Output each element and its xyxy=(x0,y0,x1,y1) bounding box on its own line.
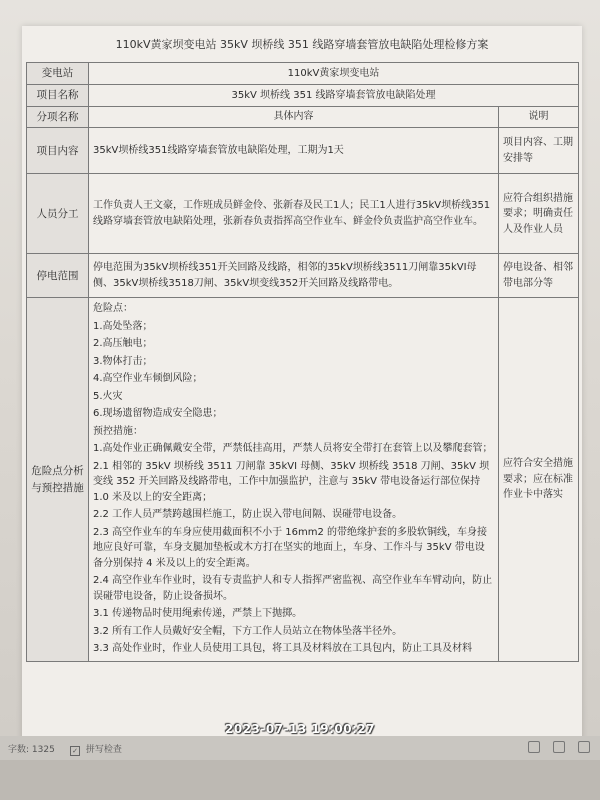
photo-timestamp: 2023-07-13 19:00:27 xyxy=(225,722,376,736)
risk-line: 1.高处坠落； xyxy=(93,320,153,332)
outline-view-icon[interactable] xyxy=(553,741,565,753)
header-content-label: 具体内容 xyxy=(89,107,499,128)
risk-line: 3.3 高处作业时，作业人员使用工具包，将工具及材料放在工具包内，防止工具及材料 xyxy=(93,643,473,655)
plan-table xyxy=(26,62,579,662)
station-label: 变电站 xyxy=(27,63,89,85)
spell-check-icon: ✓ xyxy=(70,746,80,756)
risk-content xyxy=(89,298,499,662)
web-view-icon[interactable] xyxy=(578,741,590,753)
risk-line: 3.2 所有工作人员戴好安全帽，下方工作人员站立在物体坠落半径外。 xyxy=(93,625,403,637)
content-label: 项目内容 xyxy=(27,128,89,174)
risk-line: 2.高压触电； xyxy=(93,338,153,350)
risk-line: 2.4 高空作业车作业时，设有专责监护人和专人指挥严密监视、高空作业车车臂动向，防止误碰带电设备，防止设备损坏。 xyxy=(93,575,493,602)
view-controls xyxy=(518,741,590,756)
table-row xyxy=(27,298,579,662)
table-row xyxy=(27,63,579,85)
staff-value: 工作负责人王文豪，工作班成员鲜金伶、张新春及民工1人；民工1人进行35kV坝桥线351线路穿墙套管放电缺陷处理，张新春负责指挥高空作业车、鲜金伶负责监护高空作业车。 xyxy=(89,174,499,254)
risk-line: 4.高空作业车倾倒风险； xyxy=(93,373,203,385)
risk-line: 2.1 相邻的 35kV 坝桥线 3511 刀闸靠 35kVI 母侧、35kV 坝桥线 3518 刀闸、35kV 坝变线 352 开关回路及线路带电，工作中加强监护，注意与 35kV 带电设备运行部位保持 1.0 米及以上的安全距离； xyxy=(93,460,490,503)
outage-note: 停电设备、相邻带电部分等 xyxy=(499,254,579,298)
risk-line: 1.高处作业正确佩戴安全带，严禁低挂高用，严禁人员将安全带打在套管上以及攀爬套管； xyxy=(93,443,493,455)
risk-line: 3.物体打击； xyxy=(93,355,153,367)
risk-line: 6.现场遗留物造成安全隐患； xyxy=(93,408,223,420)
table-row xyxy=(27,128,579,174)
header-note-label: 说明 xyxy=(499,107,579,128)
content-value: 35kV坝桥线351线路穿墙套管放电缺陷处理，工期为1天 xyxy=(89,128,499,174)
photo-bottom-edge xyxy=(0,760,600,800)
document-page xyxy=(22,26,582,746)
status-bar xyxy=(0,736,600,760)
risk-line: 5.火灾 xyxy=(93,390,123,402)
risk-line: 预控措施： xyxy=(93,425,143,437)
risk-line: 危险点： xyxy=(93,303,133,315)
risk-line: 2.3 高空作业车的车身应使用截面积不小于 16mm2 的带绝缘护套的多股软铜线，车身接地应良好可靠，车身支腿加垫板或木方打在坚实的地面上，车身、工作斗与 35kV 带电设备分别保持 4 米及以上的安全距离。 xyxy=(93,526,488,569)
risk-line: 2.2 工作人员严禁跨越围栏施工，防止误入带电间隔、误碰带电设备。 xyxy=(93,509,403,521)
staff-label: 人员分工 xyxy=(27,174,89,254)
risk-label: 危险点分析与预控措施 xyxy=(27,298,89,662)
content-note: 项目内容、工期安排等 xyxy=(499,128,579,174)
project-name-label: 项目名称 xyxy=(27,85,89,107)
risk-line: 3.1 传递物品时使用绳索传递，严禁上下抛掷。 xyxy=(93,608,303,620)
table-row xyxy=(27,254,579,298)
document-title: 110kV黄家坝变电站 35kV 坝桥线 351 线路穿墙套管放电缺陷处理检修方案 xyxy=(115,38,489,51)
table-row xyxy=(27,85,579,107)
table-row xyxy=(27,174,579,254)
outage-label: 停电范围 xyxy=(27,254,89,298)
word-count: 字数: 1325 xyxy=(8,745,55,755)
spell-check-label: 拼写检查 xyxy=(85,745,122,755)
table-row xyxy=(27,107,579,128)
header-item-label: 分项名称 xyxy=(27,107,89,128)
staff-note: 应符合组织措施要求；明确责任人及作业人员 xyxy=(499,174,579,254)
page-view-icon[interactable] xyxy=(528,741,540,753)
spell-check-button[interactable] xyxy=(70,742,122,756)
outage-value: 停电范围为35kV坝桥线351开关回路及线路，相邻的35kV坝桥线3511刀闸靠35kVI母侧、35kV坝桥线3518刀闸、35kV坝变线352开关回路及线路带电。 xyxy=(89,254,499,298)
project-name-value: 35kV 坝桥线 351 线路穿墙套管放电缺陷处理 xyxy=(89,85,579,107)
station-value: 110kV黄家坝变电站 xyxy=(89,63,579,85)
risk-note: 应符合安全措施要求；应在标准作业卡中落实 xyxy=(499,298,579,662)
